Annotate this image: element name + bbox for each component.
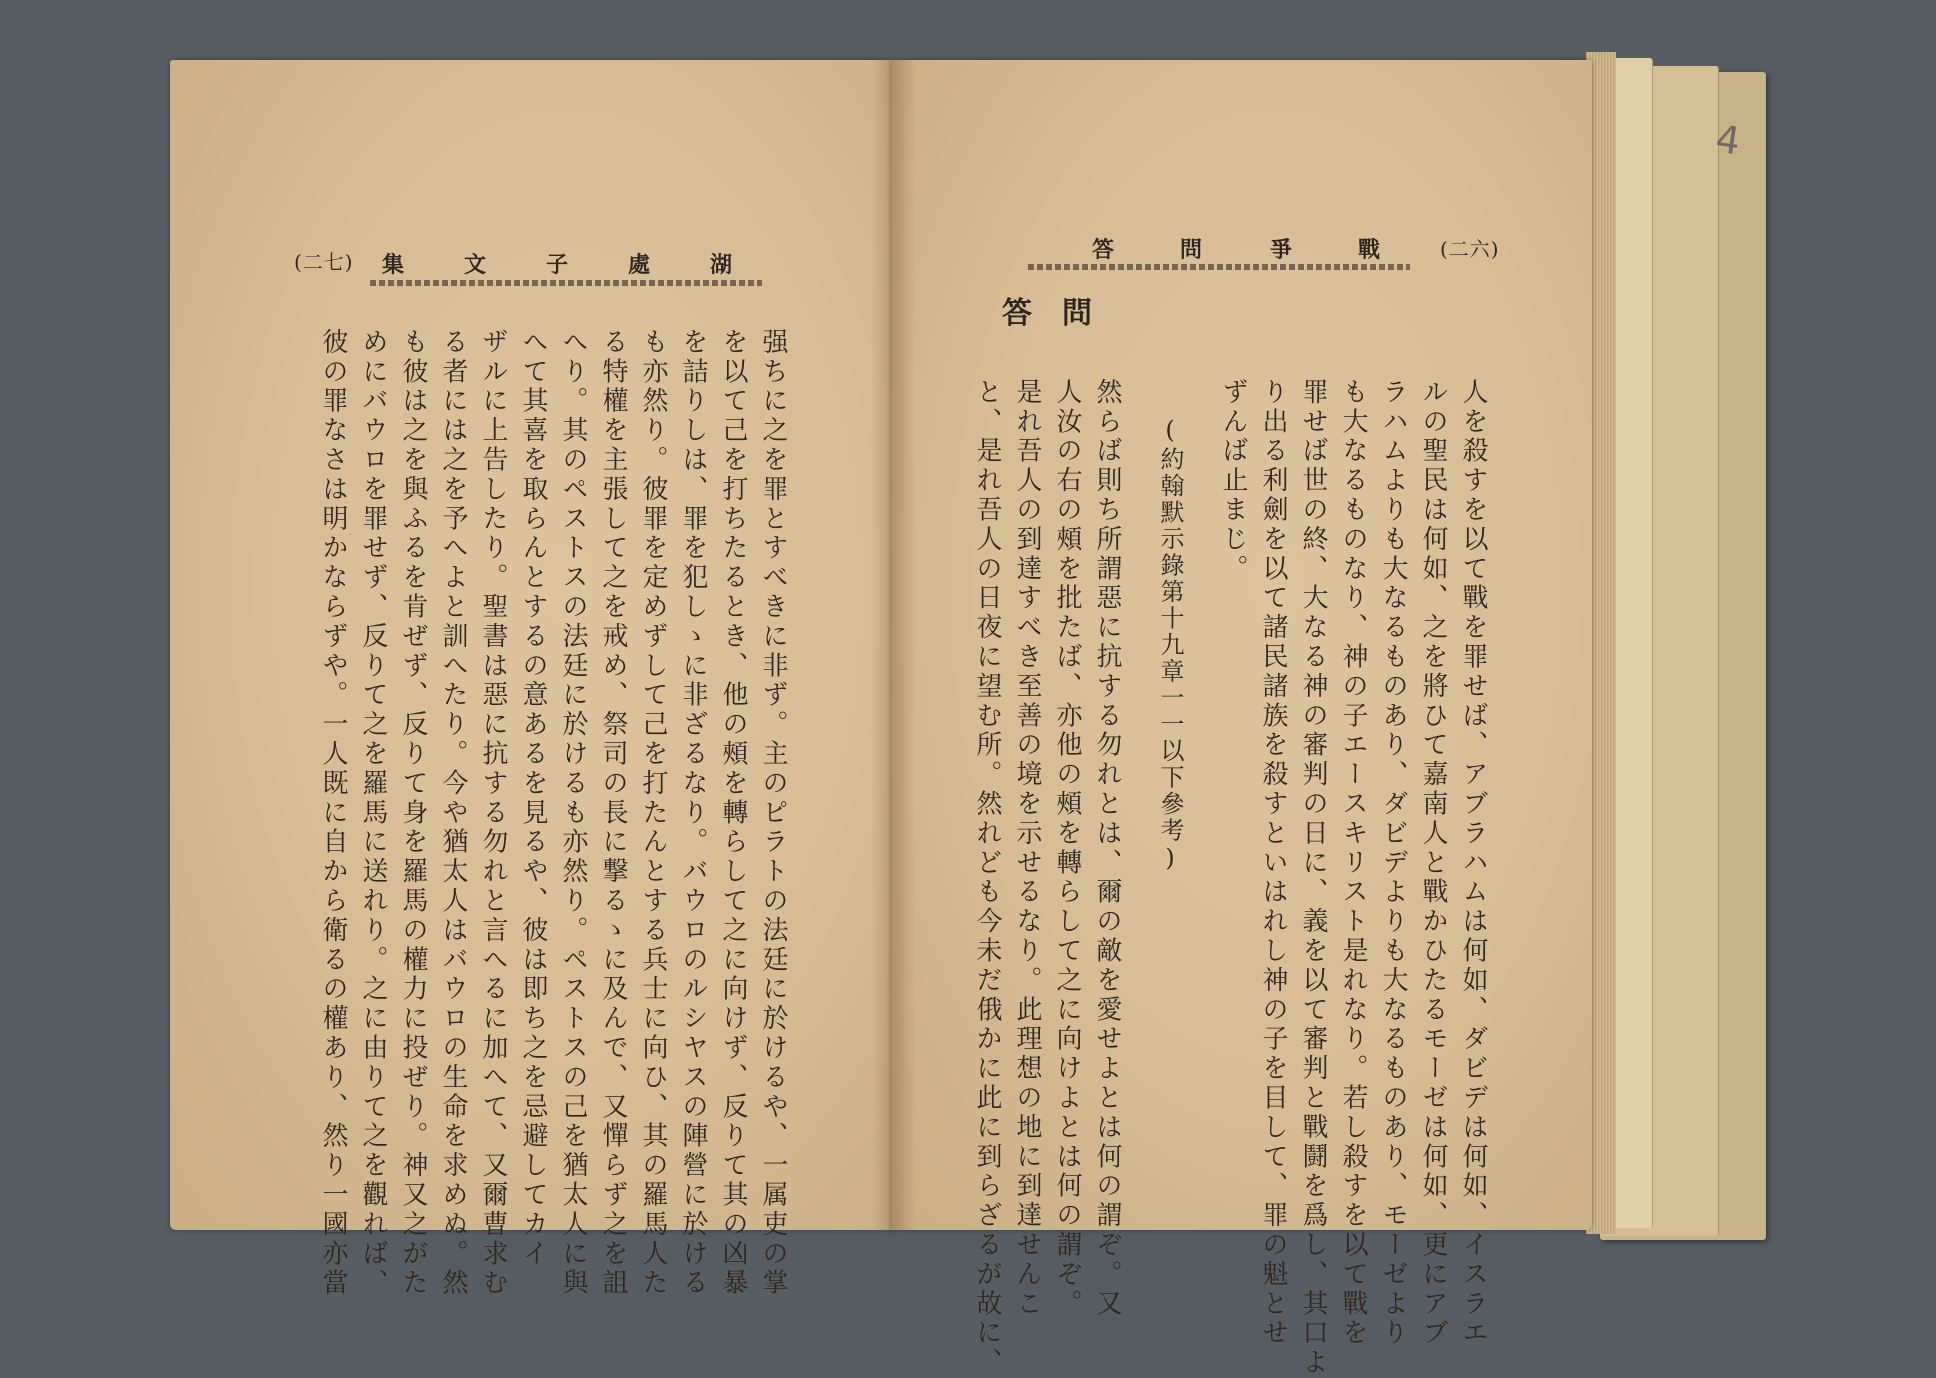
- text-column: を詰りしは、罪を犯しゝに非ざるなり。バウロのルシヤスの陣營に於ける: [678, 328, 708, 1299]
- section-title-char: 問: [1062, 296, 1092, 331]
- text-column: ルの聖民は何如、之を將ひて嘉南人と戰かひたるモーゼは何如、更にアブ: [1418, 378, 1448, 1349]
- text-column: 强ちに之を罪とすべきに非ず。主のピラトの法廷に於けるや、一属吏の掌: [758, 328, 788, 1299]
- running-head-char: 子: [546, 252, 569, 278]
- edge-handwritten-note: 4: [1713, 116, 1744, 164]
- text-column: る特權を主張して之を戒め、祭司の長に撃るゝに及んで、又憚らず之を詛: [598, 328, 628, 1299]
- text-column: 然らば則ち所謂惡に抗する勿れとは、爾の敵を愛せよとは何の謂ぞ。又: [1092, 378, 1122, 1319]
- right-page: [892, 60, 1592, 1378]
- text-column: へて其喜を取らんとするの意あるを見るや、彼は即ち之を忌避してカイ: [518, 328, 548, 1269]
- left-page-number: (二七): [294, 250, 354, 274]
- running-head-char: 集: [382, 252, 405, 278]
- left-page: [170, 60, 892, 1299]
- header-rule: [370, 280, 762, 286]
- text-column: 人汝の右の頰を批たば、亦他の頰を轉らして之に向けよとは何の謂ぞ。: [1052, 378, 1082, 1319]
- text-column: 彼の罪なさは明かならずや。一人既に自から衛るの權あり、然り一國亦當: [318, 328, 348, 1299]
- header-rule: [1028, 264, 1410, 270]
- text-column: り出る利劍を以て諸民諸族を殺すといはれし神の子を目して、罪の魁とせ: [1258, 378, 1288, 1349]
- text-column: ザルに上告したり。聖書は惡に抗する勿れと言へるに加へて、又爾曹求む: [478, 328, 508, 1299]
- text-column: る者には之を予へよと訓へたり。今や猶太人はバウロの生命を求めぬ。然: [438, 328, 468, 1299]
- running-head-char: 處: [628, 252, 651, 278]
- running-head-char: 戰: [1358, 237, 1381, 263]
- text-column: 罪せば世の終、大なる神の審判の日に、義を以て審判と戰鬪を爲し、其口よ: [1298, 378, 1328, 1378]
- section-title-char: 答: [1002, 296, 1032, 331]
- text-column: 人を殺すを以て戰を罪せば、アブラハムは何如、ダビデは何如、イスラエ: [1458, 378, 1488, 1349]
- book-gutter: [872, 60, 916, 1230]
- text-column: 是れ吾人の到達すべき至善の境を示せるなり。此理想の地に到達せんこ: [1012, 378, 1042, 1319]
- running-head-char: 文: [464, 252, 487, 278]
- right-page-number: (二六): [1440, 237, 1500, 261]
- text-column: も大なるものなり、神の子エースキリスト是れなり。若し殺すを以て戰を: [1338, 378, 1368, 1349]
- text-column: と、是れ吾人の日夜に望む所。然れども今未だ俄かに此に到らざるが故に、: [972, 378, 1002, 1378]
- text-column: ラハムよりも大なるものあり、ダビデよりも大なるものあり、モーゼより: [1378, 378, 1408, 1349]
- text-column: へり。其のペストスの法廷に於けるも亦然り。ペストスの己を猶太人に與: [558, 328, 588, 1299]
- running-head-char: 答: [1092, 237, 1115, 263]
- running-head-char: 問: [1180, 237, 1203, 263]
- text-column: めにバウロを罪せず、反りて之を羅馬に送れり。之に由りて之を觀れば、: [358, 328, 388, 1299]
- text-column: ずんば止まじ。: [1218, 378, 1248, 584]
- reference-note: (約翰默示錄第十九章一一以下參考): [1156, 416, 1184, 875]
- text-column: も亦然り。彼罪を定めずして己を打たんとする兵士に向ひ、其の羅馬人た: [638, 328, 668, 1299]
- running-head-char: 爭: [1270, 237, 1293, 263]
- text-column: も彼は之を與ふるを肯ぜず、反りて身を羅馬の權力に投ぜり。神又之がた: [398, 328, 428, 1299]
- running-head-char: 湖: [710, 252, 733, 278]
- text-column: を以て己を打ちたるとき、他の頰を轉らして之に向けず、反りて其の凶暴: [718, 328, 748, 1299]
